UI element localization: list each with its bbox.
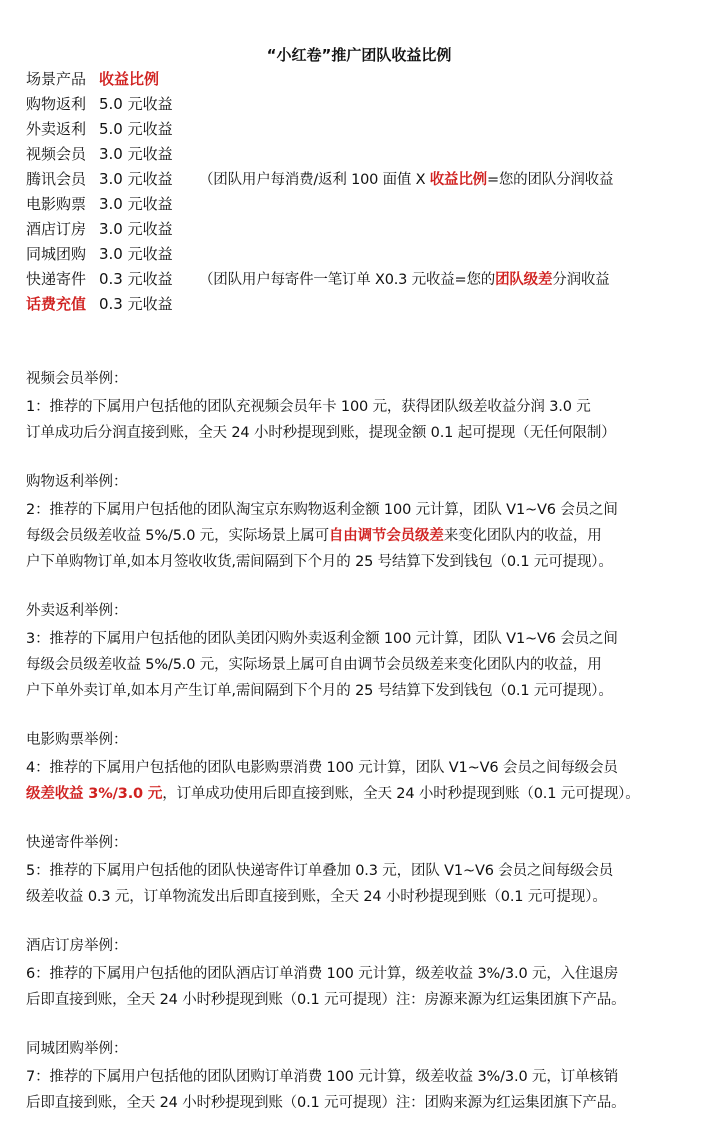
example-text: 来变化团队内的收益，用: [443, 528, 602, 544]
rate-value: 0.3 元收益: [99, 295, 173, 313]
rate-value: 3.0 元收益: [99, 195, 173, 213]
example-line: 后即直接到账，全天 24 小时秒提现到账（0.1 元可提现）注：房源来源为红运集团旗下产品。: [26, 992, 626, 1008]
rate-note-text: 分润收益: [552, 272, 610, 288]
rate-name: 外卖返利: [26, 120, 87, 138]
example-highlight: 级差收益 3%/3.0 元: [26, 786, 163, 802]
example-text: ，订单成功使用后即直接到账，全天 24 小时秒提现到账（0.1 元可提现）。: [162, 786, 640, 802]
rate-note: [199, 168, 613, 193]
example-shopping: [26, 471, 696, 575]
rate-name: 购物返利: [26, 95, 87, 113]
rate-value: 3.0 元收益: [99, 145, 173, 163]
example-line: [26, 781, 696, 807]
examples-section: [26, 368, 696, 1141]
example-line: 每级会员级差收益 5%/5.0 元，实际场景上属可自由调节会员级差来变化团队内的收益，用: [26, 657, 602, 673]
rate-row-tencent-member: [26, 167, 706, 192]
example-highlight: 自由调节会员级差: [328, 528, 444, 544]
rate-name: 电影购票: [26, 195, 87, 213]
example-heading: 酒店订房举例：: [26, 938, 128, 954]
rate-header-row: [26, 67, 706, 92]
rate-row-phone-topup: [26, 292, 706, 317]
rate-row-group-buy: [26, 242, 706, 267]
example-heading: 购物返利举例：: [26, 474, 128, 490]
example-heading: 同城团购举例：: [26, 1041, 128, 1057]
rate-value: 0.3 元收益: [99, 270, 173, 288]
rate-note-text: （团队用户每消费/返利 100 面值 X: [199, 172, 430, 188]
example-line: 7：推荐的下属用户包括他的团队团购订单消费 100 元计算，级差收益 3%/3.0 元，订单核销: [26, 1069, 619, 1085]
rate-row-express: [26, 267, 706, 292]
rate-name: 腾讯会员: [26, 170, 87, 188]
example-line: 订单成功后分润直接到账，全天 24 小时秒提现到账，提现金额 0.1 起可提现（无任何限制）: [26, 425, 616, 441]
example-line: 户下单购物订单,如本月签收收货,需间隔到下个月的 25 号结算下发到钱包（0.1 元可提现）。: [26, 554, 613, 570]
rate-value: 3.0 元收益: [99, 220, 173, 238]
example-line: 级差收益 0.3 元，订单物流发出后即直接到账，全天 24 小时秒提现到账（0.1 元可提现）。: [26, 889, 607, 905]
rate-name: 同城团购: [26, 245, 87, 263]
example-line: [26, 523, 696, 549]
header-product-label: 场景产品: [26, 70, 87, 88]
example-line: 户下单外卖订单,如本月产生订单,需间隔到下个月的 25 号结算下发到钱包（0.1 元可提现）。: [26, 683, 613, 699]
example-movie-ticket: [26, 729, 696, 807]
example-line: 3：推荐的下属用户包括他的团队美团闪购外卖返利金额 100 元计算，团队 V1~V6 会员之间: [26, 631, 618, 647]
example-text: 每级会员级差收益 5%/5.0 元，实际场景上属可: [26, 528, 329, 544]
rate-name: 视频会员: [26, 145, 87, 163]
header-rate-label: 收益比例: [99, 70, 160, 88]
rate-value: 3.0 元收益: [99, 245, 173, 263]
rate-note-text: =您的团队分润收益: [486, 172, 614, 188]
example-heading: 视频会员举例：: [26, 371, 128, 387]
revenue-rate-list: [26, 67, 706, 317]
example-heading: 快递寄件举例：: [26, 835, 128, 851]
example-hotel: [26, 935, 696, 1013]
rate-name: 快递寄件: [26, 270, 87, 288]
rate-row-movie-ticket: [26, 192, 706, 217]
example-group-buy: [26, 1038, 696, 1116]
example-line: 5：推荐的下属用户包括他的团队快递寄件订单叠加 0.3 元，团队 V1~V6 会员之间每级会员: [26, 863, 614, 879]
rate-row-shopping: [26, 92, 706, 117]
example-line: 2：推荐的下属用户包括他的团队淘宝京东购物返利金额 100 元计算，团队 V1~V6 会员之间: [26, 502, 618, 518]
rate-value: 5.0 元收益: [99, 95, 173, 113]
example-line: 4：推荐的下属用户包括他的团队电影购票消费 100 元计算，团队 V1~V6 会员之间每级会员: [26, 760, 618, 776]
example-line: 6：推荐的下属用户包括他的团队酒店订单消费 100 元计算，级差收益 3%/3.0 元，入住退房: [26, 966, 619, 982]
rate-name: 酒店订房: [26, 220, 87, 238]
example-line: 1：推荐的下属用户包括他的团队充视频会员年卡 100 元，获得团队级差收益分润 3.0 元: [26, 399, 591, 415]
rate-name: 话费充值: [26, 295, 87, 313]
example-line: 后即直接到账，全天 24 小时秒提现到账（0.1 元可提现）注：团购来源为红运集团旗下产品。: [26, 1095, 626, 1111]
rate-note-highlight: 团队级差: [495, 272, 553, 288]
rate-note-text: （团队用户每寄件一笔订单 X0.3 元收益=您的: [199, 272, 496, 288]
rate-note-highlight: 收益比例: [429, 172, 487, 188]
example-takeout: [26, 600, 696, 704]
rate-value: 5.0 元收益: [99, 120, 173, 138]
page-title: “小红卷”推广团队收益比例: [266, 46, 452, 64]
rate-note: [199, 268, 609, 293]
example-heading: 外卖返利举例：: [26, 603, 128, 619]
example-heading: 电影购票举例：: [26, 732, 128, 748]
rate-row-hotel: [26, 217, 706, 242]
example-express: [26, 832, 696, 910]
example-video-member: [26, 368, 696, 446]
rate-row-takeout: [26, 117, 706, 142]
rate-row-video-member: [26, 142, 706, 167]
rate-value: 3.0 元收益: [99, 170, 173, 188]
